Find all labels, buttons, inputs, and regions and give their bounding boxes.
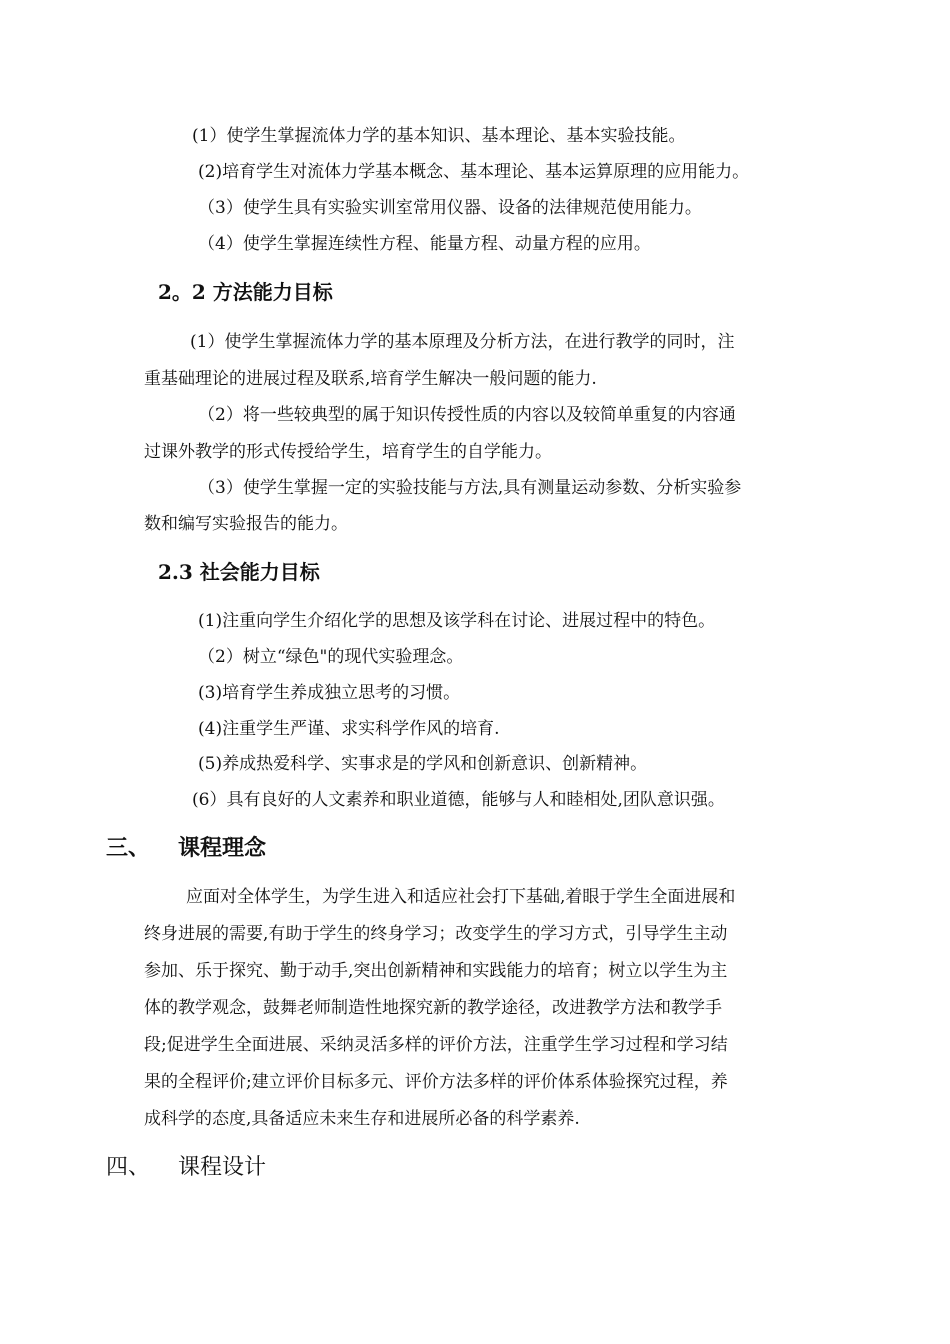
list-item: （3）使学生具有实验实训室常用仪器、设备的法律规范使用能力。 [198, 198, 702, 218]
section-title: 课程设计 [178, 1155, 267, 1180]
paragraph-line: （3）使学生掌握一定的实验技能与方法,具有测量运动参数、分析实验参 [198, 478, 742, 498]
list-item: (6）具有良好的人文素养和职业道德，能够与人和睦相处,团队意识强。 [192, 790, 725, 810]
list-item: (1)注重向学生介绍化学的思想及该学科在讨论、进展过程中的特色。 [198, 611, 716, 631]
paragraph-line: 应面对全体学生，为学生进入和适应社会打下基础,着眼于学生全面进展和 [186, 887, 736, 907]
paragraph-line: (1）使学生掌握流体力学的基本原理及分析方法，在进行教学的同时，注 [190, 332, 735, 352]
section-number: 四、 [106, 1155, 151, 1180]
paragraph-line: 体的教学观念，鼓舞老师制造性地探究新的教学途径，改进教学方法和教学手 [144, 998, 722, 1018]
list-item: (5)养成热爱科学、实事求是的学风和创新意识、创新精神。 [198, 754, 648, 774]
section-title: 课程理念 [178, 835, 267, 861]
paragraph-line: 重基础理论的进展过程及联系,培育学生解决一般问题的能力. [144, 369, 597, 389]
paragraph-line: 段;促进学生全面进展、采纳灵活多样的评价方法，注重学生学习过程和学习结 [144, 1035, 728, 1055]
list-item: (2)培育学生对流体力学基本概念、基本理论、基本运算原理的应用能力。 [198, 162, 750, 182]
list-item: (3)培育学生养成独立思考的习惯。 [198, 683, 461, 703]
list-item: （2）树立“绿色"的现代实验理念。 [198, 647, 464, 667]
section-heading-4 [106, 1153, 266, 1183]
list-item: （4）使学生掌握连续性方程、能量方程、动量方程的应用。 [198, 234, 651, 254]
section-heading-2-3: 2.3 社会能力目标 [158, 560, 320, 584]
section-number: 三、 [106, 835, 151, 861]
list-item: (4)注重学生严谨、求实科学作风的培育. [198, 719, 500, 739]
paragraph-line: （2）将一些较典型的属于知识传授性质的内容以及较简单重复的内容通 [198, 405, 736, 425]
paragraph-line: 成科学的态度,具备适应未来生存和进展所必备的科学素养. [144, 1109, 580, 1129]
paragraph-line: 数和编写实验报告的能力。 [144, 514, 348, 534]
paragraph-line: 终身进展的需要,有助于学生的终身学习；改变学生的学习方式，引导学生主动 [144, 924, 728, 944]
list-item: (1）使学生掌握流体力学的基本知识、基本理论、基本实验技能。 [192, 126, 686, 146]
section-heading-2-2: 2。2 方法能力目标 [158, 280, 333, 304]
paragraph-line: 果的全程评价;建立评价目标多元、评价方法多样的评价体系体验探究过程，养 [144, 1072, 728, 1092]
paragraph-line: 参加、乐于探究、勤于动手,突出创新精神和实践能力的培育；树立以学生为主 [144, 961, 728, 981]
section-heading-3 [106, 833, 266, 863]
paragraph-line: 过课外教学的形式传授给学生，培育学生的自学能力。 [144, 442, 552, 462]
